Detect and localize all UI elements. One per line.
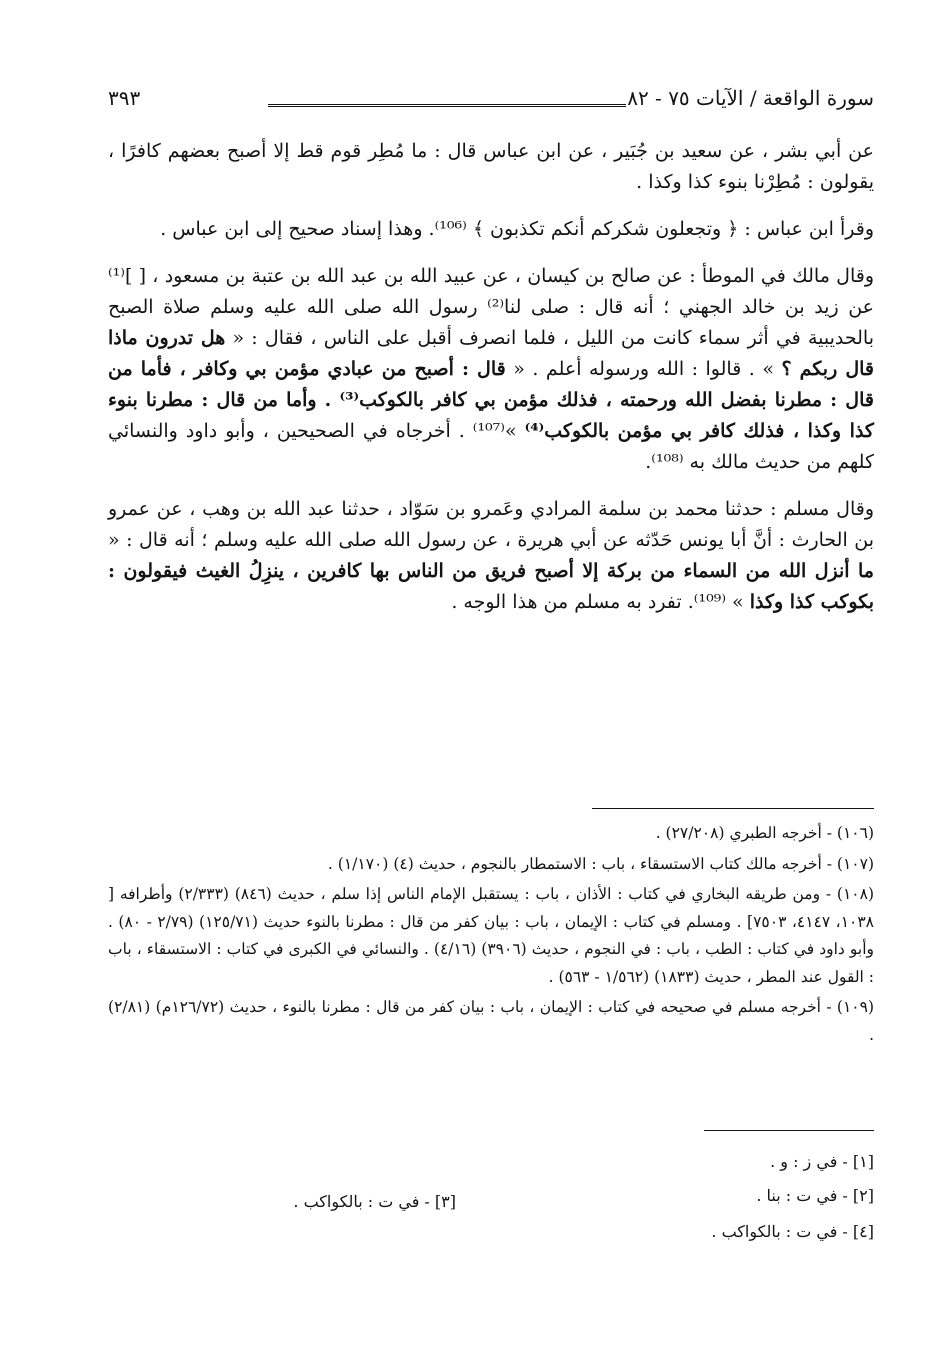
variant-note-4: [٤] - في ت : بالكواكب . xyxy=(711,1222,874,1241)
p3-hadith-question: هل تدرون ماذا قال ربكم ؟ xyxy=(108,327,874,380)
p4-hadith: ما أنزل الله من السماء من بركة إلا أصبح فريق من الناس بها كافرين ، ينزِلُ الغيث فيقولون : بكوكب كذا وكذا xyxy=(108,560,874,613)
paragraph-2: وقرأ ابن عباس : ﴿ وتجعلون شكركم أنكم تكذبون ﴾ ⁽¹⁰⁶⁾. وهذا إسناد صحيح إلى ابن عباس . xyxy=(160,218,874,240)
variant-note-2: [٢] - في ت : بنا . xyxy=(756,1186,874,1205)
page-number: ٣٩٣ xyxy=(108,86,141,110)
p3-text-a: وقال مالك في الموطأ : عن صالح بن كيسان ، عن عبيد الله بن عبد الله بن عتبة بن مسعود ، [ ]⁽¹⁾ عن زيد بن خالد الجهني ؛ أنه قال : صلى لنا⁽²⁾ رسول الله صلى الله عليه وسلم صلاة الصبح بالحديبية في أثر سماء كانت من الليل ، فلما انصرف أقبل على الناس ، فقال : « xyxy=(108,265,875,349)
p3-text-c: » . قالوا : الله ورسوله أعلم . « xyxy=(505,358,782,380)
paragraph-4 xyxy=(108,494,874,618)
running-header xyxy=(108,86,874,118)
main-text xyxy=(108,136,874,618)
p4-text-c: » ⁽¹⁰⁹⁾. تفرد به مسلم من هذا الوجه . xyxy=(451,591,750,613)
notes-separator xyxy=(592,808,874,809)
p3-hadith-qudsi: قال : أصبح من عبادي مؤمن بي وكافر ، فأما من قال : مطرنا بفضل الله ورحمته ، فذلك مؤمن بي كافر بالكوكب⁽³⁾ . وأما من قال : مطرنا بنوء كذا وكذا ، فذلك كافر بي مؤمن بالكوكب⁽⁴⁾ xyxy=(108,358,874,442)
variant-note-1: [١] - في ز : و . xyxy=(770,1152,874,1171)
note-106: (١٠٦) - أخرجه الطبري (٢٧/٢٠٨) . xyxy=(655,824,874,842)
variant-note-3: [٣] - في ت : بالكواكب . xyxy=(293,1192,456,1211)
note-108: (١٠٨) - ومن طريقه البخاري في كتاب : الأذان ، باب : يستقبل الإمام الناس إذا سلم ، حديث (٨٤٦) (٢/٣٣٣) وأطرافه [ ١٠٣٨، ٤١٤٧، ٧٥٠٣] . ومسلم في كتاب : الإيمان ، باب : بيان كفر من قال : مطرنا بالنوء حديث (١٢٥/٧١) (٢/٧٩ - ٨٠) . وأبو داود في كتاب : الطب ، باب : في النجوم ، حديث (٣٩٠٦) (٤/١٦) . والنسائي في الكبرى في كتاب : الاستسقاء ، باب : القول عند المطر ، حديث (١٨٣٣) (١/٥٦٢ - ٥٦٣) . xyxy=(108,885,874,986)
surah-title: سورة الواقعة / الآيات ٧٥ - ٨٢ xyxy=(627,86,874,110)
takhrij-notes xyxy=(108,820,874,1049)
p4-text-a: وقال مسلم : حدثنا محمد بن سلمة المرادي وعَمرو بن سَوّاد ، حدثنا عبد الله بن وهب ، عن عمرو بن الحارث : أنَّ أبا يونس حَدّثه عن أبي هريرة ، عن رسول الله صلى الله عليه وسلم ؛ أنه قال : « xyxy=(108,498,874,551)
header-rule xyxy=(268,104,626,107)
paragraph-3 xyxy=(108,261,874,478)
p3-text-d: »⁽¹⁰⁷⁾ . أخرجاه في الصحيحين ، وأبو داود والنسائي كلهم من حديث مالك به ⁽¹⁰⁸⁾. xyxy=(108,420,874,473)
paragraph-1: عن أبي بشر ، عن سعيد بن جُبَير ، عن ابن عباس قال : ما مُطِر قوم قط إلا أصبح بعضهم كافرًا ، يقولون : مُطِرْنا بنوء كذا وكذا . xyxy=(108,140,874,193)
variants-separator xyxy=(704,1130,874,1131)
note-109: (١٠٩) - أخرجه مسلم في صحيحه في كتاب : الإيمان ، باب : بيان كفر من قال : مطرنا بالنوء ، حديث (١٢٦/٧٢م) (٢/٨١) . xyxy=(108,998,874,1044)
note-107: (١٠٧) - أخرجه مالك كتاب الاستسقاء ، باب : الاستمطار بالنجوم ، حديث (٤) (١/١٧٠) . xyxy=(327,854,874,873)
